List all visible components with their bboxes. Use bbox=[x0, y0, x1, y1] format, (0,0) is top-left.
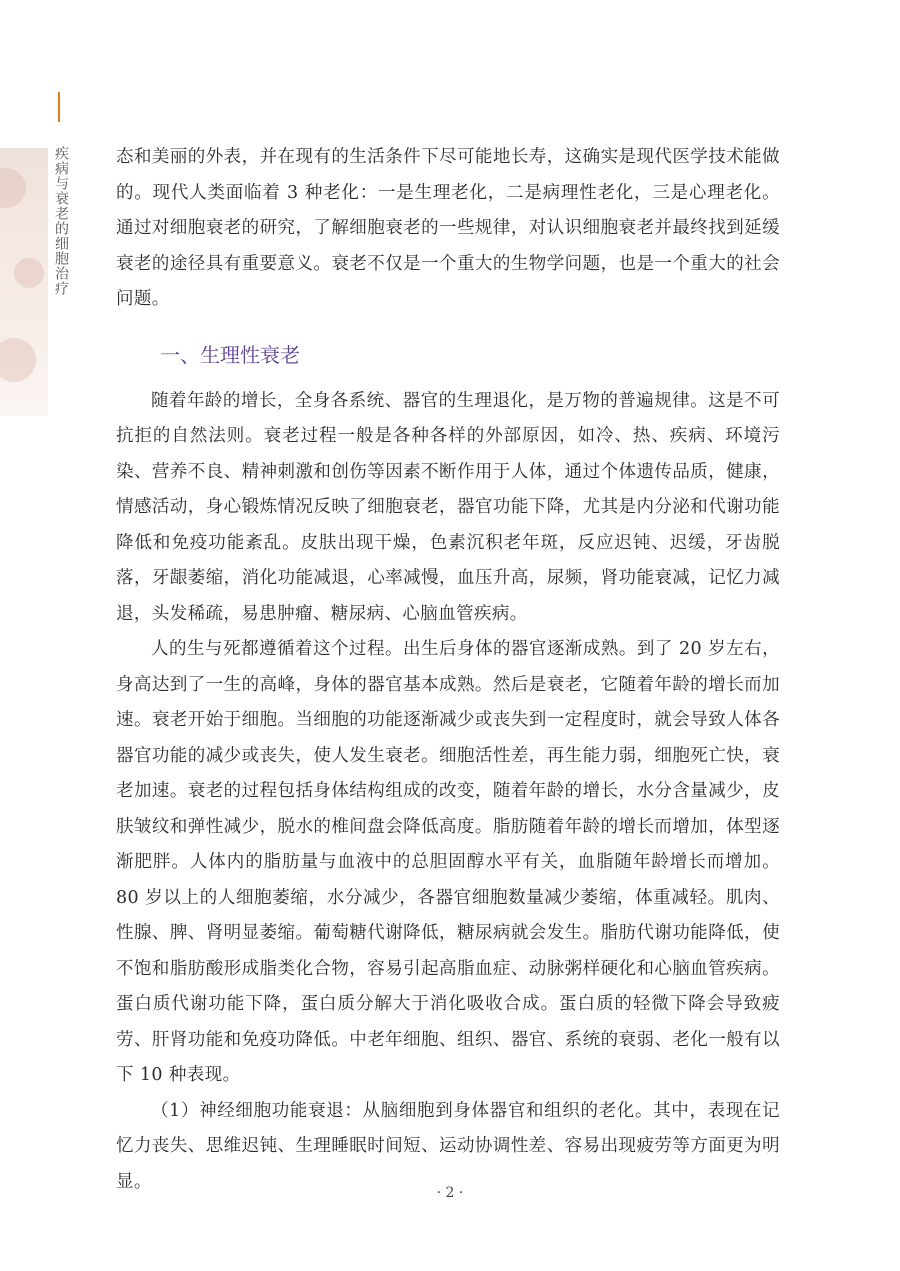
side-decoration-band bbox=[0, 148, 48, 416]
section-heading: 一、生理性衰老 bbox=[160, 342, 300, 367]
page-body bbox=[116, 140, 780, 1200]
running-head: 疾病与衰老的细胞治疗 bbox=[53, 146, 69, 296]
accent-line bbox=[58, 92, 60, 122]
body-paragraph: （1）神经细胞功能衰退：从脑细胞到身体器官和组织的老化。其中，表现在记忆力丧失、思维迟钝、生理睡眠时间短、运动协调性差、容易出现疲劳等方面更为明显。 bbox=[116, 1100, 780, 1192]
page-number: · 2 · bbox=[436, 1185, 464, 1201]
body-paragraph: 人的生与死都遵循着这个过程。出生后身体的器官逐渐成熟。到了 20 岁左右，身高达到了一生的高峰，身体的器官基本成熟。然后是衰老，它随着年龄的增长而加速。衰老开始于细胞。当细胞的功能逐渐减少或丧失到一定程度时，就会导致人体各器官功能的减少或丧失，使人发生衰老。细胞活性差，再生能力弱，细胞死亡快，衰老加速。衰老的过程包括身体结构组成的改变，随着年龄的增长，水分含量减少，皮肤皱纹和弹性减少，脱水的椎间盘会降低高度。脂肪随着年龄的增长而增加，体型逐渐肥胖。人体内的脂肪量与血液中的总胆固醇水平有关，血脂随年龄增长而增加。80 岁以上的人细胞萎缩，水分减少，各器官细胞数量减少萎缩，体重减轻。肌肉、性腺、脾、肾明显萎缩。葡萄糖代谢降低，糖尿病就会发生。脂肪代谢功能降低，使不饱和脂肪酸形成脂类化合物，容易引起高脂血症、动脉粥样硬化和心脑血管疾病。蛋白质代谢功能下降，蛋白质分解大于消化吸收合成。蛋白质的轻微下降会导致疲劳、肝肾功能和免疫功降低。中老年细胞、组织、器官、系统的衰弱、老化一般有以下 10 种表现。 bbox=[116, 639, 780, 1085]
intro-paragraph: 态和美丽的外表，并在现有的生活条件下尽可能地长寿，这确实是现代医学技术能做的。现代人类面临着 3 种老化：一是生理老化，二是病理性老化，三是心理老化。通过对细胞衰老的研究，了解细胞衰老的一些规律，对认识细胞衰老并最终找到延缓衰老的途径具有重要意义。衰老不仅是一个重大的生物学问题，也是一个重大的社会问题。 bbox=[116, 147, 780, 309]
body-paragraph: 随着年龄的增长，全身各系统、器官的生理退化，是万物的普遍规律。这是不可抗拒的自然法则。衰老过程一般是各种各样的外部原因，如冷、热、疾病、环境污染、营养不良、精神刺激和创伤等因素不断作用于人体，通过个体遗传品质，健康，情感活动，身心锻炼情况反映了细胞衰老，器官功能下降，尤其是内分泌和代谢功能降低和免疫功能紊乱。皮肤出现干燥，色素沉积老年斑，反应迟钝、迟缓，牙齿脱落，牙龈萎缩，消化功能减退，心率减慢，血压升高，尿频，肾功能衰减，记忆力减退，头发稀疏，易患肿瘤、糖尿病、心脑血管疾病。 bbox=[116, 390, 780, 624]
